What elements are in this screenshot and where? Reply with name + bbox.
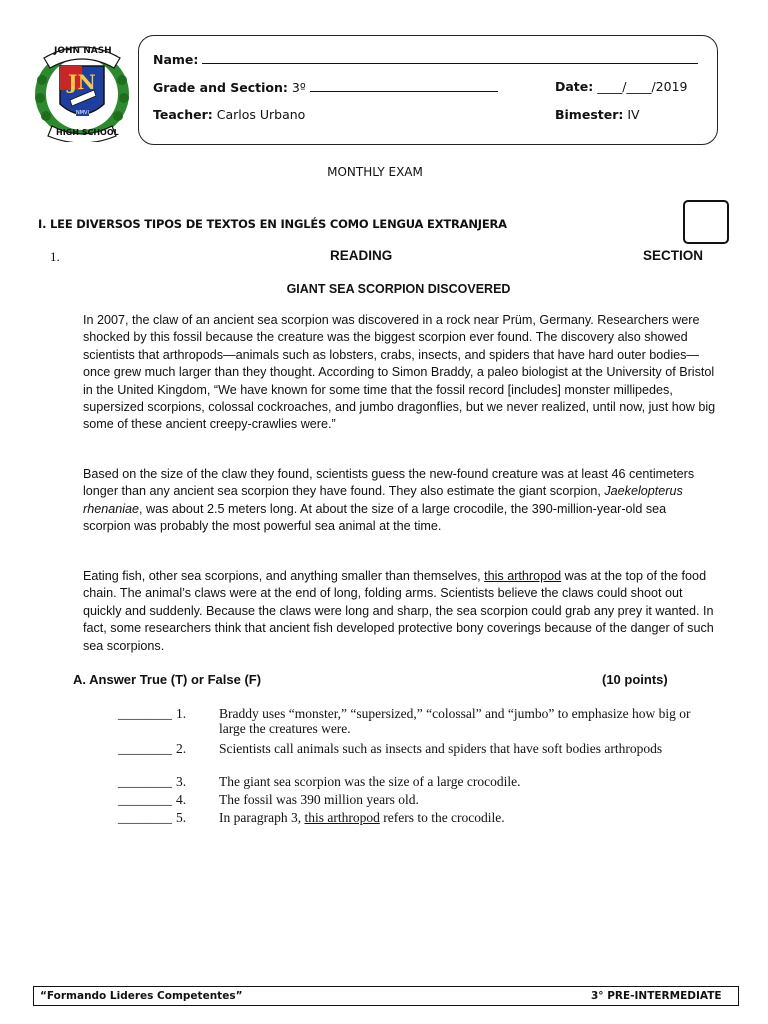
species-name: Jaekelopterus rhenaniae: [83, 484, 683, 516]
footer-level: 3° PRE-INTERMEDIATE: [591, 990, 722, 1002]
paragraph-3-part-b: was at the top of the food chain. The animal’s claws were at the end of long, folding arms. Scientists believe the claws could shoot out quickly and suddenly. Because the claws were long and sharp, the sea scorpion could grab any prey it wanted. In fact, some researchers think that ancient fish developed protective bony coverings because of the danger of such sea scorpions.: [83, 569, 714, 653]
answer-blank-5[interactable]: ________: [118, 810, 172, 825]
page-footer: [33, 986, 739, 1006]
logo-top-text: JOHN NASH: [54, 46, 112, 56]
date-row: [555, 79, 687, 94]
grade-label: Grade and Section:: [153, 80, 288, 95]
section-field[interactable]: [310, 79, 498, 92]
article-title: GIANT SEA SCORPION DISCOVERED: [286, 282, 511, 296]
footer-motto: “Formando Lideres Competentes”: [40, 990, 243, 1002]
date-value[interactable]: ____/____/2019: [597, 79, 688, 94]
question-text-part-a: In paragraph 3,: [219, 810, 305, 825]
item-number: 1.: [50, 249, 60, 264]
question-number: 3.: [176, 774, 187, 789]
answer-blank-1[interactable]: ________: [118, 706, 172, 721]
paragraph-1-text: In 2007, the claw of an ancient sea scorpion was discovered in a rock near Prüm, Germany. Researchers were shocked by this fossil because the creature was the biggest scorpion ever found. The discovery also showed scientists that arthropods—animals such as lobsters, crabs, insects, and spiders that have hard outer bodies—once grew much larger than they thought. According to Simon Braddy, a paleo biologist at the University of Bristol in the United Kingdom, “We have known for some time that the fossil record [includes] monster millipedes, supersized scorpions, colossal cockroaches, and jumbo dragonflies, but we never realized, until now, just how big some of these ancient creepy-crawlies were.”: [83, 313, 716, 432]
bimester-row: [555, 107, 640, 122]
date-label: Date:: [555, 79, 594, 94]
paragraph-2: [83, 466, 717, 536]
underlined-phrase: this arthropod: [304, 810, 380, 825]
teacher-value: Carlos Urbano: [216, 107, 306, 122]
name-row: [153, 51, 698, 67]
question-text: Scientists call animals such as insects and spiders that have soft bodies arthropods: [219, 741, 663, 756]
teacher-label: Teacher:: [153, 107, 213, 122]
paragraph-2-part-b: , was about 2.5 meters long. At about the size of a large crocodile, the 390-million-year-old sea scorpion was probably the most powerful sea animal at the time.: [83, 501, 667, 534]
paragraph-3-part-a: Eating fish, other sea scorpions, and anything smaller than themselves,: [83, 569, 485, 583]
section-label: SECTION: [643, 248, 704, 263]
logo-monogram: JN: [68, 70, 96, 94]
question-number: 4.: [176, 792, 187, 807]
question-text-part-b: refers to the crocodile.: [379, 810, 505, 825]
name-label: Name:: [153, 52, 199, 67]
question-list: [118, 706, 718, 836]
part-a-title: A. Answer True (T) or False (F): [73, 672, 262, 687]
reading-label: READING: [330, 248, 393, 263]
logo-ribbon-text: NMVI: [76, 110, 89, 116]
logo-bottom-text: HIGH SCHOOL: [56, 128, 119, 137]
paragraph-2-part-a: Based on the size of the claw they found, scientists guess the new-found creature was at least 46 centimeters longer than any ancient sea scorpion they have found. They also estimate the giant scorpion,: [83, 467, 695, 499]
name-field[interactable]: [202, 51, 698, 64]
grade-value: 3º: [291, 80, 306, 95]
grade-row: [153, 79, 498, 95]
answer-blank-3[interactable]: ________: [118, 774, 172, 789]
answer-blank-4[interactable]: ________: [118, 792, 172, 807]
school-logo: [30, 40, 134, 142]
question-text: The giant sea scorpion was the size of a large crocodile.: [219, 774, 521, 789]
section-heading: I. LEE DIVERSOS TIPOS DE TEXTOS EN INGLÉS COMO LENGUA EXTRANJERA: [38, 217, 507, 231]
part-a-points: (10 points): [602, 672, 668, 687]
question-number: 1.: [176, 706, 187, 721]
question-text: The fossil was 390 million years old.: [219, 792, 419, 807]
question-number: 2.: [176, 741, 187, 756]
underlined-phrase: this arthropod: [484, 569, 562, 583]
exam-title: MONTHLY EXAM: [327, 165, 423, 179]
question-text: [219, 810, 719, 825]
bimester-label: Bimester:: [555, 107, 624, 122]
answer-blank-2[interactable]: ________: [118, 741, 172, 756]
bimester-value: IV: [627, 107, 640, 122]
paragraph-3: [83, 568, 717, 655]
student-info-box: [138, 35, 718, 145]
paragraph-1: [83, 312, 717, 434]
question-number: 5.: [176, 810, 187, 825]
teacher-row: [153, 107, 305, 122]
score-box[interactable]: [683, 200, 729, 244]
question-text: Braddy uses “monster,” “supersized,” “colossal” and “jumbo” to emphasize how big or large the creatures were.: [219, 706, 691, 736]
